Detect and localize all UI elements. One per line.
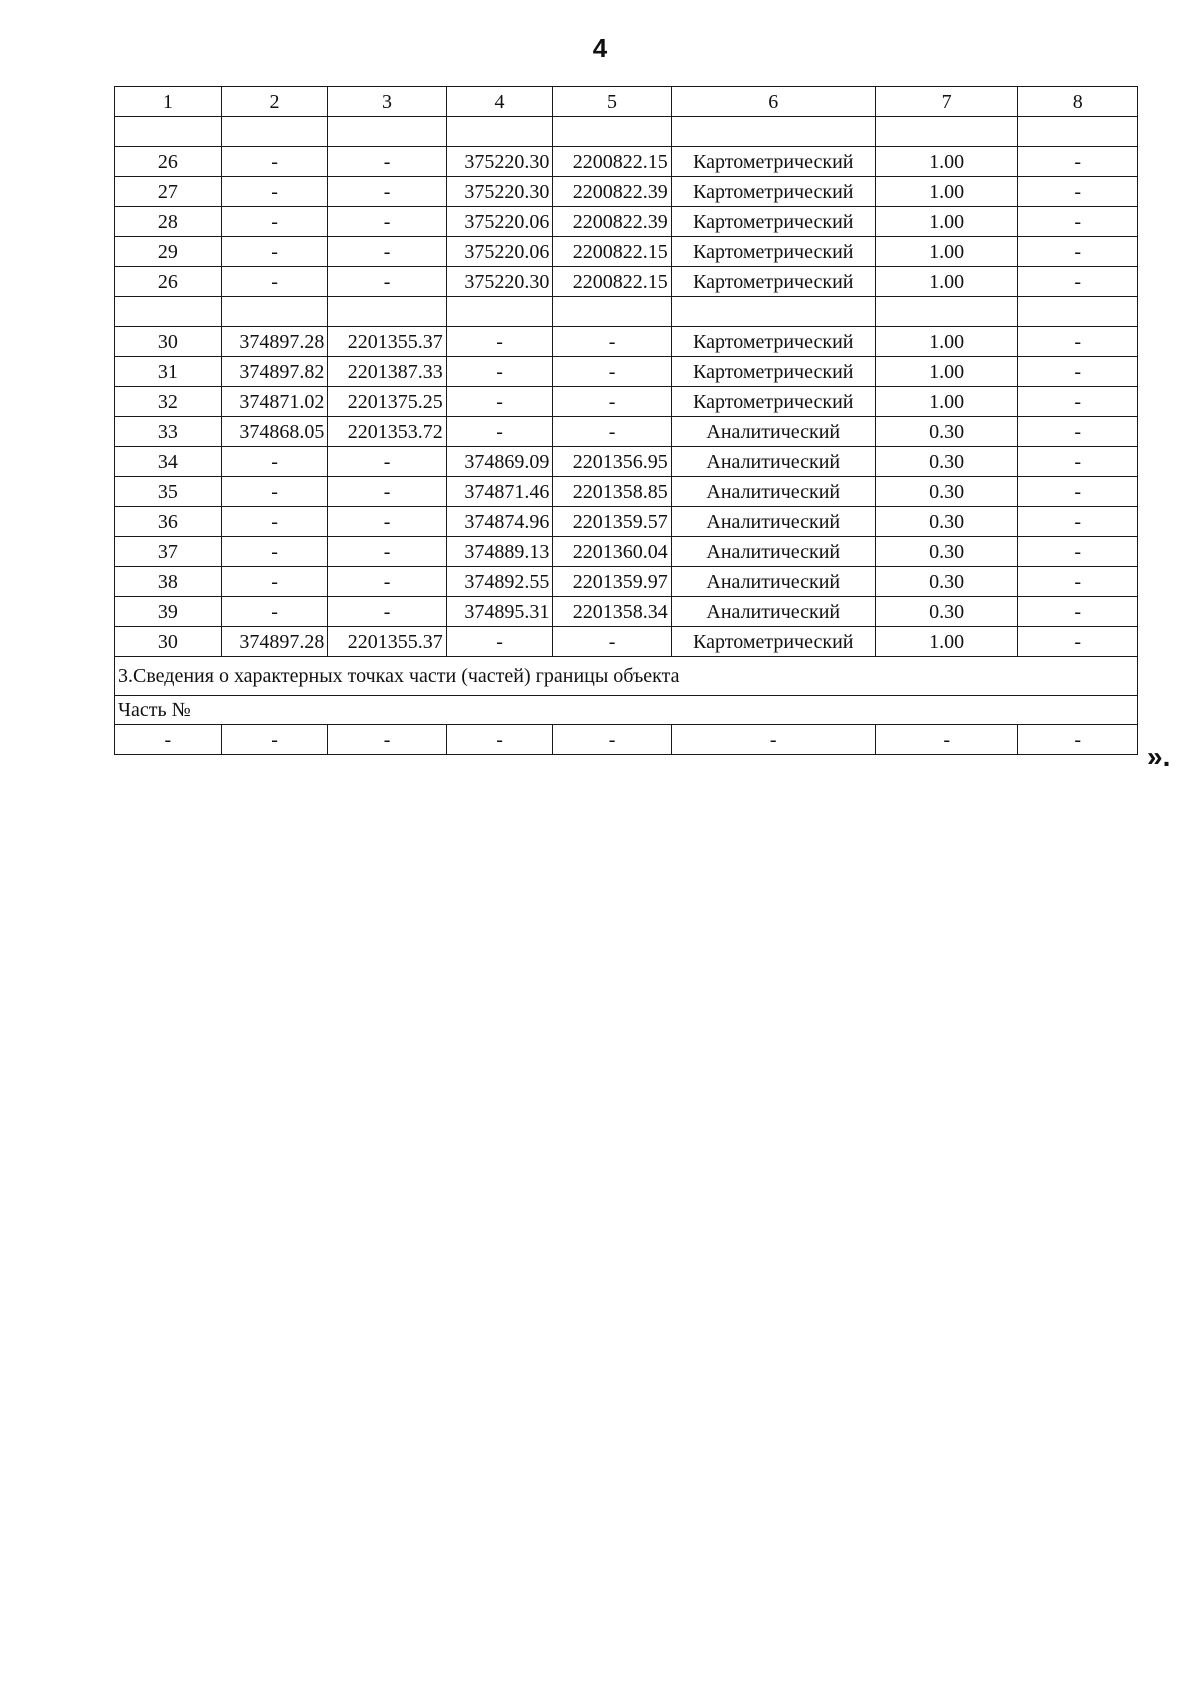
table-cell: Картометрический <box>671 147 875 177</box>
table-cell: 374892.55 <box>446 567 553 597</box>
table-cell: Аналитический <box>671 417 875 447</box>
table-cell: 2201356.95 <box>553 447 671 477</box>
table-row <box>115 447 1138 477</box>
table-cell: 1.00 <box>875 357 1018 387</box>
table-cell: - <box>1018 725 1138 755</box>
table-cell: 2201360.04 <box>553 537 671 567</box>
table-row <box>115 267 1138 297</box>
table-cell: - <box>221 725 328 755</box>
table-cell: - <box>1018 537 1138 567</box>
table-cell: 0.30 <box>875 537 1018 567</box>
part-label-row <box>115 696 1138 725</box>
table-cell: - <box>328 237 446 267</box>
table-row <box>115 417 1138 447</box>
table-cell <box>115 297 222 327</box>
table-cell: 37 <box>115 537 222 567</box>
table-cell <box>221 117 328 147</box>
table-cell: 375220.30 <box>446 267 553 297</box>
table-cell: - <box>221 447 328 477</box>
table-row <box>115 117 1138 147</box>
table-cell: 375220.06 <box>446 237 553 267</box>
closing-quote-mark: ». <box>1147 741 1171 772</box>
table-header-row <box>115 87 1138 117</box>
table-cell: - <box>1018 327 1138 357</box>
section-title-row <box>115 657 1138 696</box>
table-cell: - <box>1018 447 1138 477</box>
table-cell: - <box>1018 387 1138 417</box>
table-cell: 26 <box>115 267 222 297</box>
table-cell: - <box>875 725 1018 755</box>
table-cell: 2201359.97 <box>553 567 671 597</box>
table-cell: Картометрический <box>671 207 875 237</box>
table-cell: 2 <box>221 87 328 117</box>
table-cell: - <box>221 597 328 627</box>
table-cell: 35 <box>115 477 222 507</box>
table-cell: Аналитический <box>671 567 875 597</box>
table-cell <box>553 117 671 147</box>
table-cell: 2201387.33 <box>328 357 446 387</box>
table-cell: - <box>221 567 328 597</box>
table-cell: - <box>328 177 446 207</box>
table-cell: 1.00 <box>875 237 1018 267</box>
part-label: Часть № <box>115 696 1138 725</box>
table-cell <box>1018 117 1138 147</box>
table-cell: 1.00 <box>875 177 1018 207</box>
table-cell <box>875 117 1018 147</box>
table-cell: 2201375.25 <box>328 387 446 417</box>
table-cell: - <box>221 507 328 537</box>
table-cell: 2201358.85 <box>553 477 671 507</box>
table-cell: 374874.96 <box>446 507 553 537</box>
table-cell: 375220.30 <box>446 177 553 207</box>
table-cell: 375220.30 <box>446 147 553 177</box>
table-cell <box>221 297 328 327</box>
table-cell: - <box>328 267 446 297</box>
table-cell <box>1018 297 1138 327</box>
table-cell: - <box>221 147 328 177</box>
table-row <box>115 387 1138 417</box>
table-cell: 0.30 <box>875 507 1018 537</box>
table-cell: - <box>221 477 328 507</box>
table-cell: - <box>446 357 553 387</box>
table-cell: 32 <box>115 387 222 417</box>
table-cell: 30 <box>115 327 222 357</box>
table-cell: - <box>1018 567 1138 597</box>
page-number: 4 <box>592 33 608 63</box>
table-cell: - <box>671 725 875 755</box>
table-cell: 374897.28 <box>221 327 328 357</box>
table-cell <box>446 297 553 327</box>
table-row <box>115 507 1138 537</box>
table-cell: 0.30 <box>875 417 1018 447</box>
table-cell <box>875 297 1018 327</box>
table-cell: 38 <box>115 567 222 597</box>
table-cell: - <box>328 567 446 597</box>
table-cell: Картометрический <box>671 267 875 297</box>
table-cell: Аналитический <box>671 507 875 537</box>
table-cell: - <box>221 267 328 297</box>
table-cell: 7 <box>875 87 1018 117</box>
table-cell: 374897.28 <box>221 627 328 657</box>
table-cell: 6 <box>671 87 875 117</box>
table-cell: - <box>553 357 671 387</box>
table-row <box>115 147 1138 177</box>
table-cell: 2201355.37 <box>328 327 446 357</box>
section-title: 3.Сведения о характерных точках части (частей) границы объекта <box>115 657 1138 696</box>
table-cell: 0.30 <box>875 597 1018 627</box>
table-cell: Картометрический <box>671 357 875 387</box>
table-cell: Картометрический <box>671 237 875 267</box>
table-cell: 8 <box>1018 87 1138 117</box>
table-cell <box>115 117 222 147</box>
table-cell: - <box>446 725 553 755</box>
table-cell: 29 <box>115 237 222 267</box>
table-row <box>115 237 1138 267</box>
table-cell: 2201353.72 <box>328 417 446 447</box>
table-cell: 28 <box>115 207 222 237</box>
table-cell: - <box>553 327 671 357</box>
table-cell: - <box>1018 267 1138 297</box>
table-row <box>115 477 1138 507</box>
table-cell: 31 <box>115 357 222 387</box>
table-cell: 34 <box>115 447 222 477</box>
table-cell: 1 <box>115 87 222 117</box>
table-cell: Картометрический <box>671 327 875 357</box>
table-cell: - <box>446 387 553 417</box>
table-cell: 2200822.39 <box>553 207 671 237</box>
table-cell: 374869.09 <box>446 447 553 477</box>
table-cell: 36 <box>115 507 222 537</box>
table-cell: 2200822.15 <box>553 267 671 297</box>
table-cell: 374897.82 <box>221 357 328 387</box>
table-cell: - <box>328 447 446 477</box>
table-cell: 1.00 <box>875 207 1018 237</box>
table-cell <box>328 297 446 327</box>
table-cell: - <box>553 387 671 417</box>
table-cell: - <box>1018 207 1138 237</box>
table-cell: 2201358.34 <box>553 597 671 627</box>
table-cell: - <box>1018 477 1138 507</box>
table-cell: 374871.02 <box>221 387 328 417</box>
table-cell: - <box>1018 507 1138 537</box>
table-cell: 1.00 <box>875 627 1018 657</box>
table-cell: Аналитический <box>671 447 875 477</box>
table-row <box>115 725 1138 755</box>
table-cell: - <box>221 177 328 207</box>
table-row <box>115 627 1138 657</box>
table-cell: - <box>328 507 446 537</box>
table-row <box>115 207 1138 237</box>
table-cell: - <box>221 237 328 267</box>
table-cell: 374889.13 <box>446 537 553 567</box>
table-cell: Аналитический <box>671 477 875 507</box>
table-cell: - <box>553 725 671 755</box>
table-cell: - <box>328 147 446 177</box>
table-cell: 374895.31 <box>446 597 553 627</box>
table-cell: 375220.06 <box>446 207 553 237</box>
table-cell: - <box>1018 597 1138 627</box>
table-cell <box>553 297 671 327</box>
table-cell: - <box>221 207 328 237</box>
table-cell: - <box>1018 357 1138 387</box>
table-cell <box>671 297 875 327</box>
table-cell: - <box>553 627 671 657</box>
table-cell: 374868.05 <box>221 417 328 447</box>
table-cell: 2201355.37 <box>328 627 446 657</box>
table-cell: Картометрический <box>671 177 875 207</box>
table-cell: Аналитический <box>671 597 875 627</box>
table-cell: 2200822.39 <box>553 177 671 207</box>
table-cell: Картометрический <box>671 627 875 657</box>
table-cell: 5 <box>553 87 671 117</box>
table-row <box>115 537 1138 567</box>
table-cell: 374871.46 <box>446 477 553 507</box>
table-cell: - <box>1018 147 1138 177</box>
coordinates-table <box>114 86 1138 755</box>
table-cell: 2201359.57 <box>553 507 671 537</box>
table-cell: - <box>1018 177 1138 207</box>
table-cell: 2200822.15 <box>553 147 671 177</box>
table-cell: 27 <box>115 177 222 207</box>
table-cell: - <box>328 725 446 755</box>
table-cell: - <box>328 207 446 237</box>
table-row <box>115 597 1138 627</box>
table-cell: - <box>1018 627 1138 657</box>
table-cell: Картометрический <box>671 387 875 417</box>
table-cell: 3 <box>328 87 446 117</box>
table-cell: - <box>1018 237 1138 267</box>
table-cell: - <box>553 417 671 447</box>
table-row <box>115 567 1138 597</box>
table-cell: 1.00 <box>875 327 1018 357</box>
table-cell: 1.00 <box>875 387 1018 417</box>
table-cell: - <box>446 627 553 657</box>
table-cell: 0.30 <box>875 567 1018 597</box>
table-cell: 1.00 <box>875 147 1018 177</box>
table-row <box>115 297 1138 327</box>
table-cell: 2200822.15 <box>553 237 671 267</box>
table-cell: 33 <box>115 417 222 447</box>
table-row <box>115 357 1138 387</box>
table-cell <box>328 117 446 147</box>
table-cell: - <box>328 597 446 627</box>
table-cell: 39 <box>115 597 222 627</box>
table-cell <box>671 117 875 147</box>
table-cell: 1.00 <box>875 267 1018 297</box>
table-cell: - <box>328 477 446 507</box>
table-row <box>115 177 1138 207</box>
table-cell: - <box>115 725 222 755</box>
table-cell <box>446 117 553 147</box>
table-cell: - <box>328 537 446 567</box>
table-cell: 0.30 <box>875 477 1018 507</box>
table-cell: 30 <box>115 627 222 657</box>
table-cell: 0.30 <box>875 447 1018 477</box>
table-row <box>115 327 1138 357</box>
table-cell: - <box>446 327 553 357</box>
table-cell: 26 <box>115 147 222 177</box>
table-cell: - <box>221 537 328 567</box>
table-cell: 4 <box>446 87 553 117</box>
table-cell: Аналитический <box>671 537 875 567</box>
table-cell: - <box>446 417 553 447</box>
table-cell: - <box>1018 417 1138 447</box>
